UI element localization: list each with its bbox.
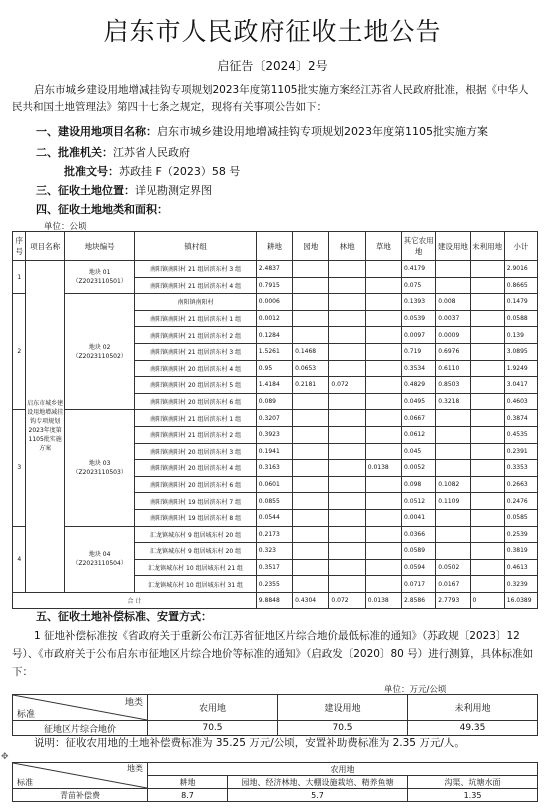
row-seq-cell: 3	[13, 410, 26, 526]
table-cell	[293, 426, 329, 443]
column-header: 草地	[365, 232, 401, 261]
compensation-standard-table	[12, 694, 538, 736]
table-cell	[293, 410, 329, 427]
section-label: 二、批准机关：	[36, 146, 113, 159]
crop-compensation-table	[12, 762, 538, 802]
village-cell: 南阳镇南阳村 21 组居滨东村 1 组	[135, 310, 256, 327]
section-label: 四、征收土地地类和面积：	[36, 203, 168, 216]
table-cell: 1.35	[408, 789, 538, 802]
table-cell	[470, 559, 504, 576]
section-label: 三、征收土地位置：	[36, 184, 135, 197]
village-cell: 汇龙镇城东村 10 组居城东村 21 组	[135, 559, 256, 576]
table-cell	[436, 261, 470, 278]
table-cell	[470, 410, 504, 427]
table-cell: 0.719	[402, 343, 436, 360]
table-cell	[365, 509, 401, 526]
column-header: 项目名称	[26, 232, 64, 261]
table-cell	[365, 410, 401, 427]
village-cell: 南阳镇南阳村 21 组居滨东村 1 组	[135, 410, 256, 427]
table-cell	[470, 576, 504, 593]
table-cell	[329, 543, 365, 560]
column-header: 未利用地	[470, 232, 504, 261]
row-label: 征地区片综合地价	[13, 721, 148, 736]
table-cell	[365, 310, 401, 327]
table-cell: 3.0417	[504, 377, 537, 394]
table-cell: 0.2476	[504, 493, 537, 510]
table-cell	[470, 360, 504, 377]
total-label: 合 计	[13, 592, 257, 609]
table-cell	[329, 443, 365, 460]
table-cell: 0.4613	[504, 559, 537, 576]
table-cell	[470, 277, 504, 294]
table-cell: 0.1468	[293, 343, 329, 360]
table-cell	[293, 526, 329, 543]
table-cell: 0.3923	[256, 426, 292, 443]
section-compensation	[36, 609, 212, 624]
table-cell	[293, 476, 329, 493]
corner-top-label: 地类	[127, 764, 143, 773]
table-cell: 0.0052	[402, 460, 436, 477]
table-cell: 0.4179	[402, 261, 436, 278]
compensation-paragraph: 1 征地补偿标准按《省政府关于重新公布江苏省征地区片综合地价最低标准的通知》（苏政规〔2023〕12 号）、《市政府关于公布启东市征地区片综合地价等标准的通知》（启政发〔2020〕80 号）进行测算，具体标准如下：	[12, 630, 534, 678]
table-cell: 0.3207	[256, 410, 292, 427]
section-label: 批准文号：	[64, 165, 119, 178]
table-cell: 0.0855	[256, 493, 292, 510]
table-cell: 0.1479	[504, 294, 537, 311]
table-cell: 0.1393	[402, 294, 436, 311]
table-cell	[365, 543, 401, 560]
table-cell: 0.1082	[436, 476, 470, 493]
table-cell	[365, 261, 401, 278]
table-cell	[329, 426, 365, 443]
table-cell: 0.0366	[402, 526, 436, 543]
table-cell: 0.0601	[256, 476, 292, 493]
table-cell: 0.2663	[504, 476, 537, 493]
column-header: 其它农用地	[402, 232, 436, 261]
parcel-id-cell: 地块 04 （Z2023110504）	[64, 526, 135, 592]
intro-paragraph: 启东市城乡建设用地增减挂钩专项规划2023年度第1105批实施方案经江苏省人民政府批准，根据《中华人民共和国土地管理法》第四十七条之规定，现将有关事项公告如下：	[12, 84, 529, 113]
table-cell	[365, 526, 401, 543]
table-cell: 70.5	[278, 721, 408, 736]
table-cell	[436, 410, 470, 427]
table-cell: 0.0653	[293, 360, 329, 377]
table-cell: 1.5261	[256, 343, 292, 360]
table-cell	[365, 343, 401, 360]
table-cell: 0.0502	[436, 559, 470, 576]
table-cell	[329, 294, 365, 311]
table-cell	[329, 509, 365, 526]
total-cell: 0.0138	[365, 592, 401, 609]
table-cell: 0.2173	[256, 526, 292, 543]
section-value: 详见勘测定界图	[135, 184, 212, 197]
village-cell: 汇龙镇城东村 9 组居城东村 20 组	[135, 543, 256, 560]
table-cell: 0.2391	[504, 443, 537, 460]
table-cell	[329, 393, 365, 410]
table-cell: 0.2181	[293, 377, 329, 394]
table-cell: 0.075	[402, 277, 436, 294]
table-row	[13, 410, 538, 427]
table-cell: 0.2355	[256, 576, 292, 593]
table-cell	[470, 443, 504, 460]
table-cell	[293, 543, 329, 560]
table-cell	[329, 526, 365, 543]
table-cell	[293, 443, 329, 460]
table-cell: 0.3239	[504, 576, 537, 593]
table-cell: 0.0006	[256, 294, 292, 311]
table-cell	[365, 294, 401, 311]
table-cell: 0.072	[329, 377, 365, 394]
table-cell: 3.0895	[504, 343, 537, 360]
table-cell	[365, 277, 401, 294]
parcel-id-cell: 地块 03 （Z2023110503）	[64, 410, 135, 526]
village-cell: 南阳镇南阳村 19 组居滨东村 7 组	[135, 493, 256, 510]
table-cell	[293, 509, 329, 526]
group-header: 农用地	[148, 763, 538, 776]
table-cell	[436, 526, 470, 543]
column-header: 序号	[13, 232, 26, 261]
table-cell	[365, 443, 401, 460]
table-cell: 0.95	[256, 360, 292, 377]
table-cell	[293, 576, 329, 593]
table-row	[13, 261, 538, 278]
table-cell	[365, 377, 401, 394]
table-cell: 0.139	[504, 327, 537, 344]
column-header: 小计	[504, 232, 537, 261]
table-cell: 0.2539	[504, 526, 537, 543]
table-cell: 0.0495	[402, 393, 436, 410]
column-header: 农用地	[148, 695, 278, 721]
table-cell: 0.0512	[402, 493, 436, 510]
table-cell: 2.4837	[256, 261, 292, 278]
table-cell	[470, 294, 504, 311]
table-cell: 0.1284	[256, 327, 292, 344]
table-cell: 0.0037	[436, 310, 470, 327]
table-row	[13, 526, 538, 543]
village-cell: 南阳镇南阳村 21 组居滨东村 4 组	[135, 277, 256, 294]
table-cell: 0.089	[256, 393, 292, 410]
section-project-name	[36, 124, 488, 139]
table-cell	[293, 559, 329, 576]
table-cell: 0.0012	[256, 310, 292, 327]
column-header: 园地	[293, 232, 329, 261]
table-cell: 2.9016	[504, 261, 537, 278]
column-header: 耕地	[148, 776, 228, 789]
table-cell	[470, 476, 504, 493]
project-name-cell: 启东市城乡建设用地增减挂钩专项规划2023年度第1105批实施方案	[26, 261, 64, 593]
section-value: 江苏省人民政府	[113, 146, 190, 159]
total-cell: 9.8848	[256, 592, 292, 609]
total-cell: 0.072	[329, 592, 365, 609]
table-cell	[436, 426, 470, 443]
table-cell	[470, 327, 504, 344]
table-cell: 0.4535	[504, 426, 537, 443]
table-cell: 0.3874	[504, 410, 537, 427]
table-cell: 0.7915	[256, 277, 292, 294]
village-cell: 汇龙镇城东村 10 组居城东村 31 组	[135, 576, 256, 593]
table-cell: 0.3353	[504, 460, 537, 477]
column-header: 园地、经济林地、大棚设施栽培、精养鱼塘	[228, 776, 408, 789]
table-cell	[436, 509, 470, 526]
land-area-table	[12, 231, 538, 609]
table-cell	[293, 294, 329, 311]
parcel-id-cell: 地块 02 （Z2023110502）	[64, 294, 135, 410]
table-cell	[470, 426, 504, 443]
column-header: 建设用地	[278, 695, 408, 721]
table-cell	[329, 360, 365, 377]
unit-label-wan: 单位：万元/公顷	[384, 685, 447, 695]
table-cell: 0.3534	[402, 360, 436, 377]
page-title: 启东市人民政府征收土地公告	[103, 17, 442, 46]
table-cell	[436, 543, 470, 560]
table-cell: 0.3163	[256, 460, 292, 477]
village-cell: 南阳镇南阳村 21 组居滨东村 3 组	[135, 343, 256, 360]
unit-label-hectare: 单位：公顷	[44, 222, 87, 232]
total-cell: 2.7793	[436, 592, 470, 609]
table-cell: 0.0544	[256, 509, 292, 526]
table-cell: 0.0667	[402, 410, 436, 427]
corner-cell	[13, 695, 148, 721]
table-cell	[293, 261, 329, 278]
table-cell: 0.3218	[436, 393, 470, 410]
total-row	[13, 592, 538, 609]
table-cell	[329, 277, 365, 294]
table-cell	[470, 543, 504, 560]
table-cell: 0.0138	[365, 460, 401, 477]
table-cell	[293, 327, 329, 344]
table-cell: 0.4603	[504, 393, 537, 410]
table-cell	[470, 509, 504, 526]
village-cell: 南阳镇南阳村 19 组居滨东村 8 组	[135, 509, 256, 526]
total-cell: 16.0389	[504, 592, 537, 609]
document-number: 启征告〔2024〕2号	[217, 59, 328, 73]
table-cell: 0.0588	[504, 310, 537, 327]
section-label: 五、征收土地补偿标准、安置方式：	[36, 610, 212, 623]
table-cell	[365, 576, 401, 593]
section-value: 启东市城乡建设用地增减挂钩专项规划2023年度第1105批实施方案	[157, 125, 488, 138]
table-cell: 0.8503	[436, 377, 470, 394]
table-cell: 0.3819	[504, 543, 537, 560]
village-cell: 汇龙镇城东村 9 组居城东村 20 组	[135, 526, 256, 543]
total-cell: 0.4304	[293, 592, 329, 609]
table-cell	[329, 460, 365, 477]
column-header: 地块编号	[64, 232, 135, 261]
table-cell	[293, 310, 329, 327]
table-row	[13, 789, 538, 802]
table-cell: 0.0585	[504, 509, 537, 526]
table-cell: 70.5	[148, 721, 278, 736]
table-cell: 0.0009	[436, 327, 470, 344]
table-cell	[365, 476, 401, 493]
table-cell: 0.0589	[402, 543, 436, 560]
table-cell	[329, 476, 365, 493]
table-cell	[470, 261, 504, 278]
column-header: 镇村组	[135, 232, 256, 261]
table-cell	[329, 310, 365, 327]
corner-top-label: 地类	[124, 698, 143, 708]
village-cell: 南阳镇南阳村 20 组居滨东村 6 组	[135, 393, 256, 410]
table-cell	[470, 377, 504, 394]
table-cell: 0.0097	[402, 327, 436, 344]
table-cell	[470, 460, 504, 477]
table-cell: 0.323	[256, 543, 292, 560]
table-cell	[329, 493, 365, 510]
table-cell	[436, 443, 470, 460]
table-cell	[365, 393, 401, 410]
village-cell: 南阳镇南阳村 20 组居滨东村 5 组	[135, 377, 256, 394]
total-cell: 2.8586	[402, 592, 436, 609]
table-cell: 0.3517	[256, 559, 292, 576]
table-cell	[436, 277, 470, 294]
table-cell	[470, 526, 504, 543]
table-row	[13, 721, 538, 736]
move-handle-icon: ✥	[1, 752, 9, 762]
table-cell	[365, 426, 401, 443]
table-cell: 0.0594	[402, 559, 436, 576]
parcel-id-cell: 地块 01 （Z2023110501）	[64, 261, 135, 294]
table-cell: 0.1941	[256, 443, 292, 460]
village-cell: 南阳镇南阳村 20 组居滨东村 4 组	[135, 360, 256, 377]
section-land-types	[36, 202, 168, 217]
corner-cell	[13, 763, 148, 789]
corner-bottom-label: 标准	[17, 778, 33, 787]
section-approval-authority	[36, 145, 190, 160]
table-cell: 0.8665	[504, 277, 537, 294]
column-header: 耕地	[256, 232, 292, 261]
table-cell	[293, 277, 329, 294]
column-header: 林地	[329, 232, 365, 261]
table-cell: 1.9249	[504, 360, 537, 377]
village-cell: 南阳镇南阳村	[135, 294, 256, 311]
table-cell	[365, 360, 401, 377]
village-cell: 南阳镇南阳村 20 组居滨东村 6 组	[135, 476, 256, 493]
table-cell	[470, 393, 504, 410]
row-seq-cell: 4	[13, 526, 26, 592]
table-cell: 1.4184	[256, 377, 292, 394]
row-seq-cell: 1	[13, 261, 26, 294]
approval-doc-number	[64, 164, 240, 179]
total-cell: 0	[470, 592, 504, 609]
table-cell: 0.0612	[402, 426, 436, 443]
table-cell: 5.7	[228, 789, 408, 802]
table-cell	[293, 493, 329, 510]
table-cell	[293, 393, 329, 410]
table-cell: 0.0041	[402, 509, 436, 526]
column-header: 建设用地	[436, 232, 470, 261]
table-cell	[329, 343, 365, 360]
table-cell: 0.098	[402, 476, 436, 493]
section-location	[36, 183, 212, 198]
table-cell: 0.045	[402, 443, 436, 460]
table-cell	[329, 410, 365, 427]
table-cell	[329, 559, 365, 576]
note-text: 说明：征收农用地的土地补偿费标准为 35.25 万元/公顷，安置补助费标准为 2.35 万元/人。	[34, 737, 465, 749]
village-cell: 南阳镇南阳村 20 组居滨东村 4 组	[135, 460, 256, 477]
table-cell: 0.008	[436, 294, 470, 311]
column-header: 沟渠、坑塘水面	[408, 776, 538, 789]
table-cell	[436, 460, 470, 477]
table-cell: 0.1109	[436, 493, 470, 510]
village-cell: 南阳镇南阳村 21 组居滨东村 3 组	[135, 261, 256, 278]
table-cell: 0.4829	[402, 377, 436, 394]
row-seq-cell: 2	[13, 294, 26, 410]
table-cell	[470, 343, 504, 360]
village-cell: 南阳镇南阳村 21 组居滨东村 2 组	[135, 426, 256, 443]
row-label: 青苗补偿费	[13, 789, 148, 802]
table-header-row	[13, 232, 538, 261]
table-cell: 0.0167	[436, 576, 470, 593]
village-cell: 南阳镇南阳村 20 组居滨东村 3 组	[135, 443, 256, 460]
section-label: 一、建设用地项目名称：	[36, 125, 157, 138]
table-cell	[329, 576, 365, 593]
table-cell	[329, 327, 365, 344]
table-cell	[329, 261, 365, 278]
table-row	[13, 294, 538, 311]
table-cell	[365, 493, 401, 510]
table-cell: 49.35	[408, 721, 538, 736]
table-cell: 0.6976	[436, 343, 470, 360]
table-cell	[293, 460, 329, 477]
table-cell	[365, 327, 401, 344]
section-value: 苏政挂 F（2023）58 号	[119, 165, 241, 178]
table-cell	[470, 493, 504, 510]
table-cell: 0.0717	[402, 576, 436, 593]
table-cell: 0.6110	[436, 360, 470, 377]
table-cell	[470, 310, 504, 327]
column-header: 未利用地	[408, 695, 538, 721]
table-cell: 0.0539	[402, 310, 436, 327]
corner-bottom-label: 标准	[17, 710, 36, 720]
table-cell: 8.7	[148, 789, 228, 802]
table-cell	[365, 559, 401, 576]
village-cell: 南阳镇南阳村 21 组居滨东村 2 组	[135, 327, 256, 344]
